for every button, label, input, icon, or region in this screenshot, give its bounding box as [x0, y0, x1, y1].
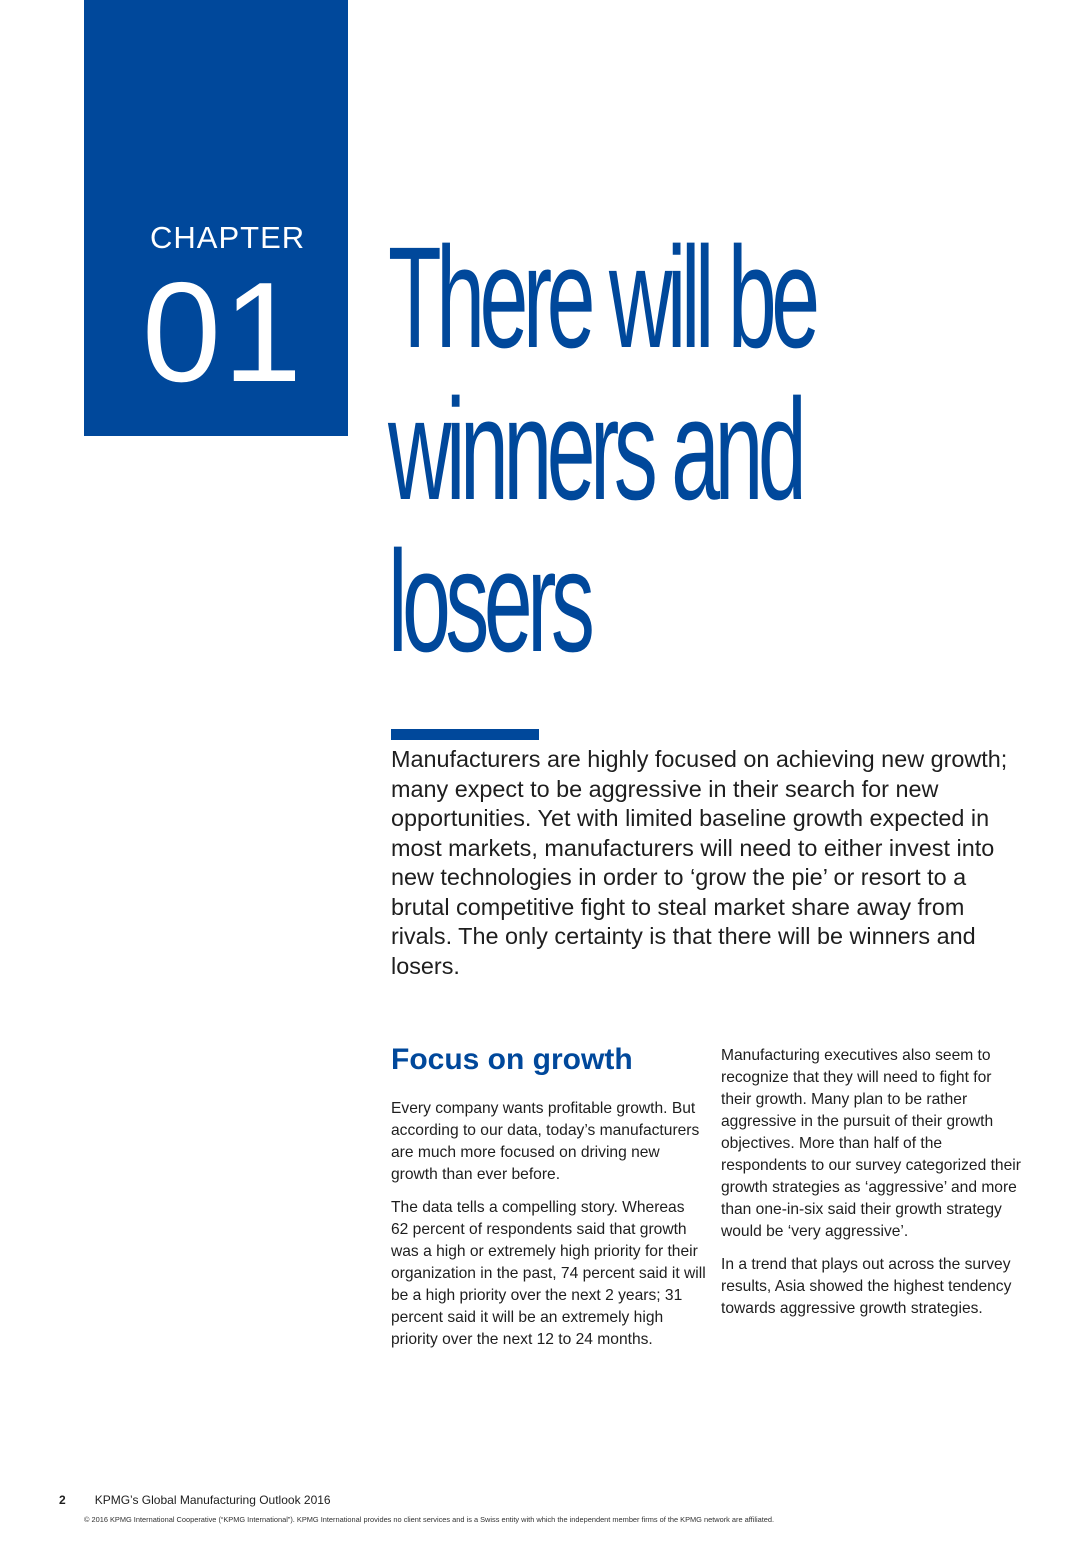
chapter-block	[84, 0, 348, 436]
copyright-notice: © 2016 KPMG International Cooperative (“KPMG International”). KPMG International provides no client services and is a Swiss entity with which the independent member firms of the KPMG network are affiliated.	[84, 1515, 775, 1524]
body-paragraph: Manufacturing executives also seem to recognize that they will need to fight for their growth. Many plan to be rather aggressive in the pursuit of their growth objectives. More than half of the respondents to our survey categorized their growth strategies as ‘aggressive’ and more than one-in-six said their growth strategy would be ‘very aggressive’.	[721, 1047, 1021, 1240]
body-column-right	[721, 1045, 1021, 1331]
body-paragraph: In a trend that plays out across the survey results, Asia showed the highest tendency towards aggressive growth strategies.	[721, 1256, 1012, 1317]
page-number: 2	[59, 1493, 66, 1507]
page-footer	[59, 1491, 1039, 1509]
headline-line: losers	[388, 521, 590, 682]
body-column-left	[391, 1040, 706, 1362]
chapter-headline	[388, 217, 815, 682]
section-title: Focus on growth	[391, 1043, 633, 1076]
headline-line: There will be	[388, 217, 815, 378]
publication-title: KPMG’s Global Manufacturing Outlook 2016	[94, 1493, 331, 1507]
intro-paragraph: Manufacturers are highly focused on achieving new growth; many expect to be aggressive in their search for new opportunities. Yet with limited baseline growth expected in most markets, manufacturers will need to either invest into new technologies in order to ‘grow the pie’ or resort to a brutal competitive fight to steal market share away from rivals. The only certainty is that there will be winners and losers.	[391, 746, 1008, 979]
accent-rule	[391, 729, 539, 740]
chapter-label: CHAPTER	[150, 220, 306, 255]
body-paragraph: Every company wants profitable growth. But according to our data, today’s manufacturers are much more focused on driving new growth than ever before.	[391, 1100, 700, 1183]
headline-line: winners and	[388, 369, 802, 530]
body-paragraph: The data tells a compelling story. Whereas 62 percent of respondents said that growth was a high or extremely high priority for their organization in the past, 74 percent said it will be a high priority over the next 2 years; 31 percent said it will be an extremely high priority over the next 12 to 24 months.	[391, 1199, 706, 1348]
chapter-number: 01	[142, 253, 304, 412]
